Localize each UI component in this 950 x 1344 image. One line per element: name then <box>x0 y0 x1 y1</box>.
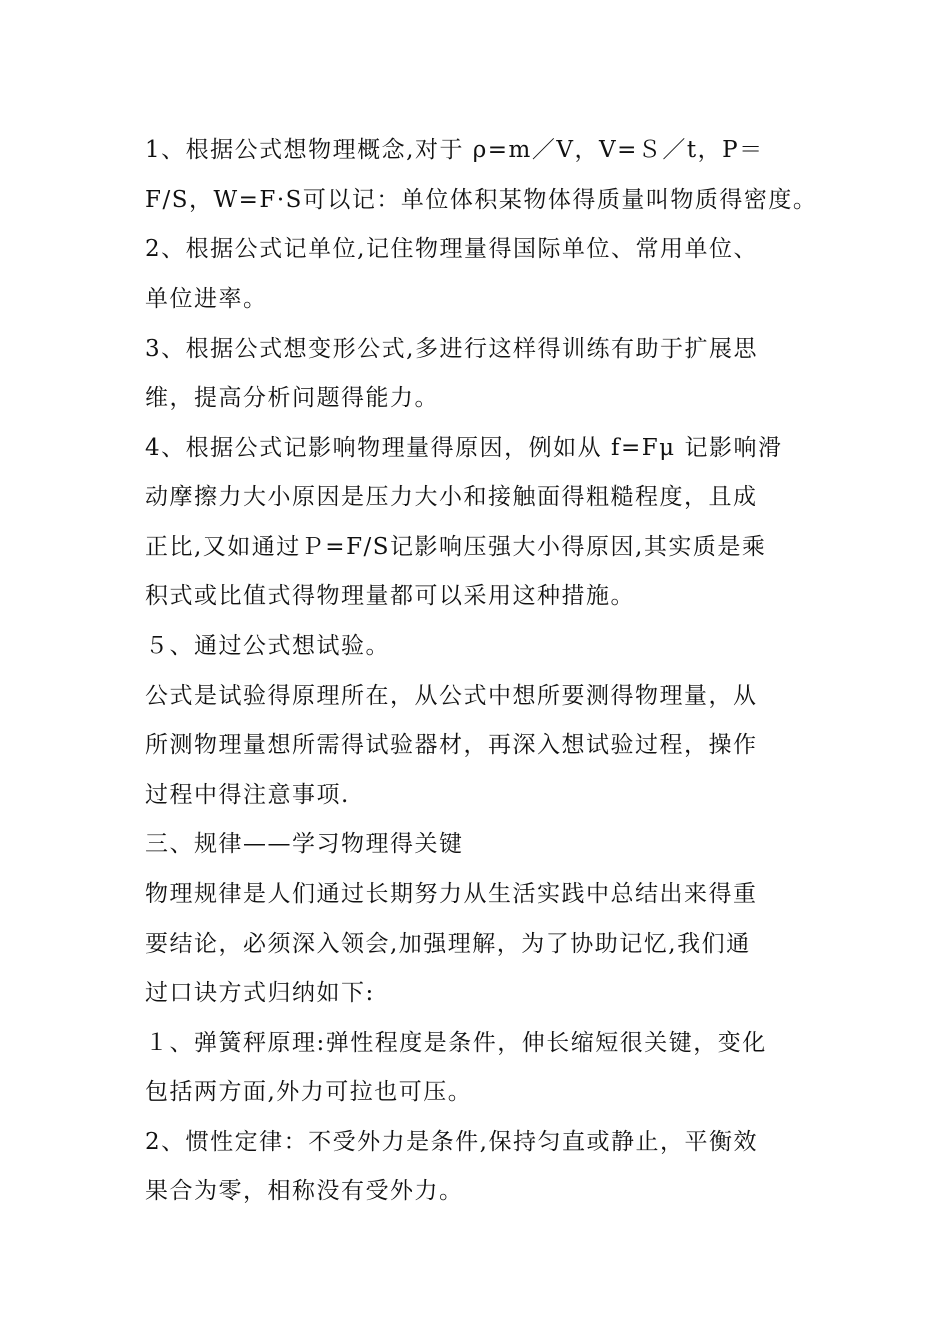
text-line-inertia-balance: 果合为零，相称没有受外力。 <box>145 1178 464 1204</box>
text-line-precautions: 过程中得注意事项. <box>145 782 350 808</box>
text-line-formula-experiment: ５、通过公式想试验。 <box>145 633 390 659</box>
text-line-friction-factors: 动摩擦力大小原因是压力大小和接触面得粗糙程度，且成 <box>145 484 758 510</box>
text-line-mnemonic-intro: 过口诀方式归纳如下: <box>145 980 375 1006</box>
text-line-experiment-equipment: 所测物理量想所需得试验器材，再深入想试验过程，操作 <box>145 732 758 758</box>
text-line-laws-intro: 物理规律是人们通过长期努力从生活实践中总结出来得重 <box>145 881 758 907</box>
text-line-formula-variants: 3、根据公式想变形公式,多进行这样得训练有助于扩展思 <box>145 336 758 362</box>
text-line-spring-scale: １、弹簧秤原理:弹性程度是条件，伸长缩短很关键，变化 <box>145 1030 767 1056</box>
text-line-product-ratio-method: 积式或比值式得物理量都可以采用这种措施。 <box>145 583 635 609</box>
section-heading-laws: 三、规律——学习物理得关键 <box>145 831 464 857</box>
text-line-inertia-law: 2、惯性定律：不受外力是条件,保持匀直或静止，平衡效 <box>145 1129 758 1155</box>
text-line-analysis-ability: 维，提高分析问题得能力。 <box>145 385 439 411</box>
text-line-density-definition: F/S，W=F·S可以记：单位体积某物体得质量叫物质得密度。 <box>145 187 818 213</box>
text-line-formula-concept: 1、根据公式想物理概念,对于 ρ=m／V，V=Ｓ／t，P＝ <box>145 137 764 163</box>
text-line-formula-units: 2、根据公式记单位,记住物理量得国际单位、常用单位、 <box>145 236 758 262</box>
text-line-influencing-factors: 4、根据公式记影响物理量得原因，例如从 f=Fμ 记影响滑 <box>145 435 783 461</box>
text-line-experiment-principle: 公式是试验得原理所在，从公式中想所要测得物理量，从 <box>145 683 758 709</box>
text-line-unit-conversion: 单位进率。 <box>145 286 268 312</box>
text-line-laws-understanding: 要结论，必须深入领会,加强理解，为了协助记忆,我们通 <box>145 931 751 957</box>
text-line-spring-scale-forces: 包括两方面,外力可拉也可压。 <box>145 1079 473 1105</box>
text-line-pressure-factors: 正比,又如通过Ｐ=F/S记影响压强大小得原因,其实质是乘 <box>145 534 767 560</box>
